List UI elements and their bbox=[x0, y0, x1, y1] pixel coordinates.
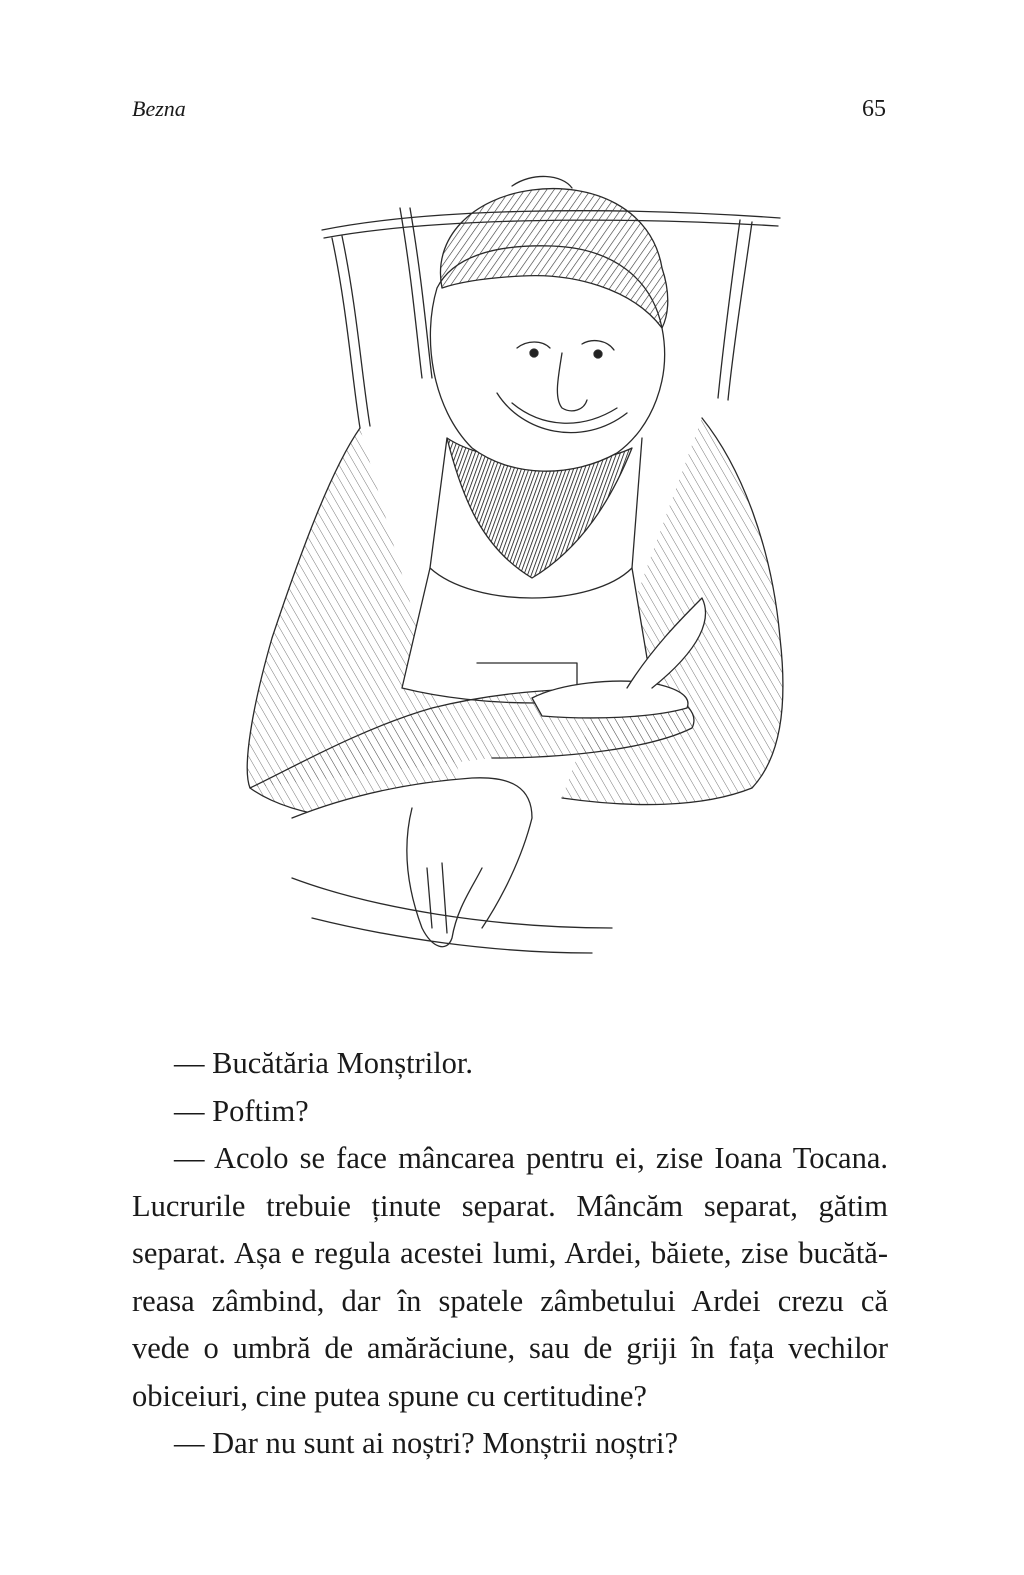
text-line: separat. Așa e regula acestei lumi, Ardei, băiete, zise bucătă- bbox=[132, 1236, 888, 1270]
cook-woman-sketch-icon bbox=[232, 168, 792, 958]
text-line: Lucrurile trebuie ținute separat. Mâncăm separat, gătim bbox=[132, 1188, 888, 1223]
dialogue-line: — Bucătăria Monștrilor. bbox=[174, 1046, 474, 1080]
body-text bbox=[132, 1040, 888, 1468]
text-line: obiceiuri, cine putea spune cu certitudine? bbox=[132, 1378, 647, 1413]
page-number: 65 bbox=[862, 96, 886, 122]
text-line: reasa zâmbind, dar în spatele zâmbetului Ardei crezu că bbox=[132, 1283, 888, 1318]
text-line: — Acolo se face mâncarea pentru ei, zise Ioana Tocana. bbox=[174, 1141, 888, 1175]
dialogue-line: — Poftim? bbox=[174, 1093, 309, 1128]
text-line: vede o umbră de amărăciune, sau de griji în fața vechilor bbox=[132, 1331, 888, 1365]
running-head-title: Bezna bbox=[132, 96, 186, 121]
dialogue-line: — Dar nu sunt ai noștri? Monștrii noștri? bbox=[174, 1426, 679, 1460]
